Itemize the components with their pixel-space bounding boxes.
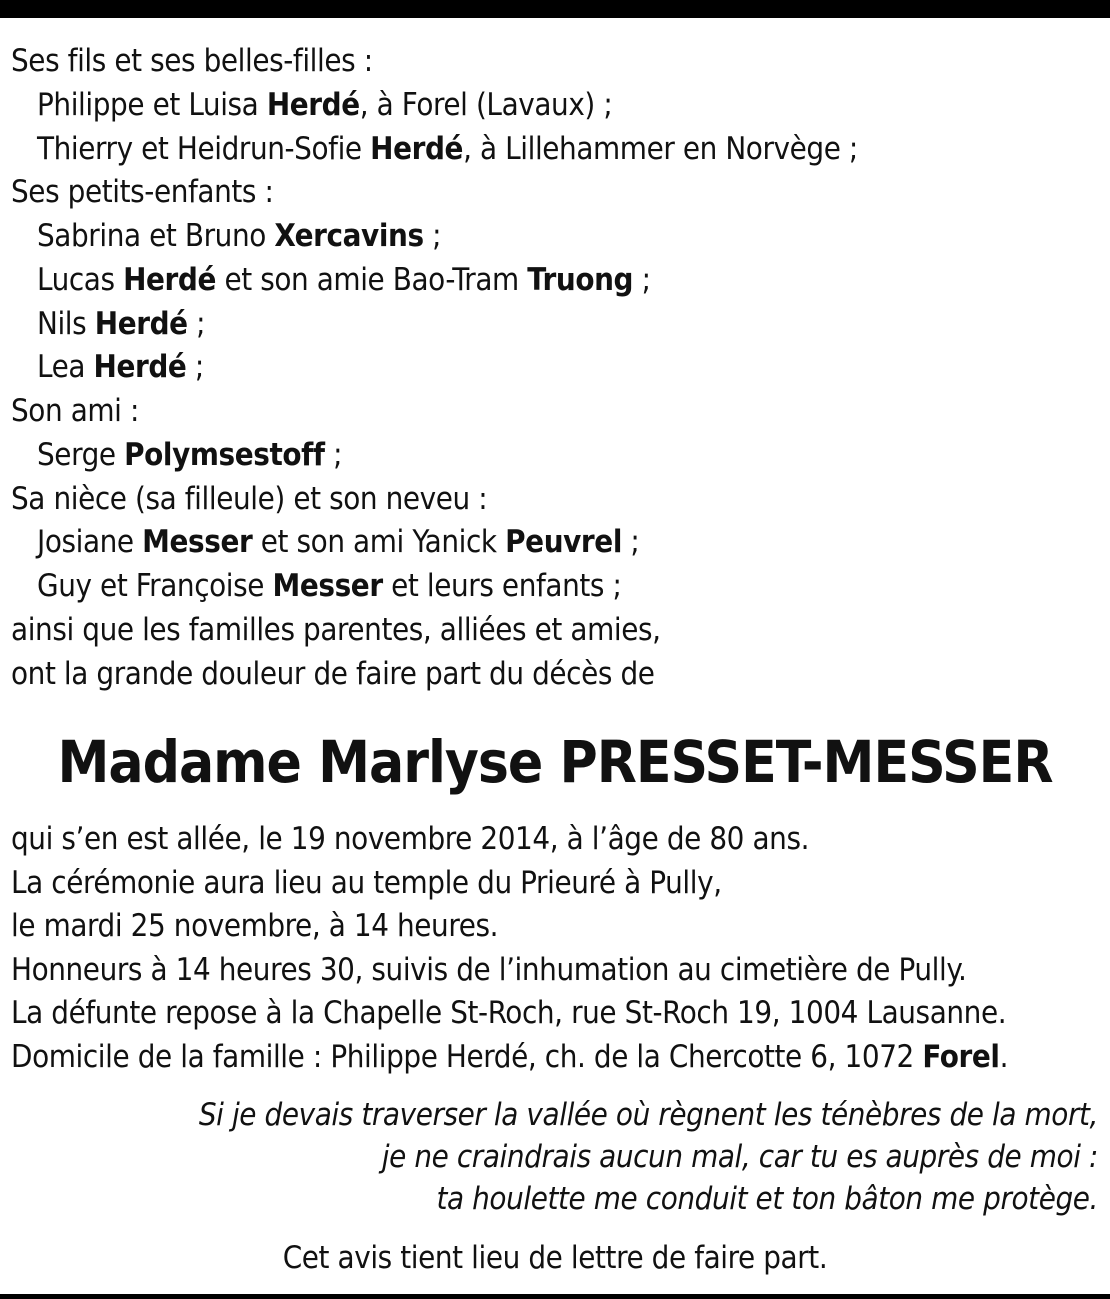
niece-nephew-heading: Sa nièce (sa filleule) et son neveu : (11, 480, 488, 517)
deceased-name: Madame Marlyse PRESSET-MESSER (57, 728, 1053, 796)
son-entry-2: Thierry et Heidrun-Sofie Herdé, à Lillehammer en Norvège ; (37, 130, 858, 167)
details-line-6: Domicile de la famille : Philippe Herdé, ch. de la Chercotte 6, 1072 Forel. (11, 1038, 1009, 1075)
quote-line-2: je ne craindrais aucun mal, car tu es auprès de moi : (381, 1139, 1098, 1175)
sons-heading: Ses fils et ses belles-filles : (11, 43, 373, 79)
details-line-1: qui s’en est allée, le 19 novembre 2014, à l’âge de 80 ans. (11, 821, 810, 857)
top-rule (0, 0, 1110, 18)
friend-entry: Serge Polymsestoff ; (37, 436, 343, 473)
quote-line-3: ta houlette me conduit et ton bâton me protège. (436, 1181, 1098, 1217)
details-line-2: La cérémonie aura lieu au temple du Prieuré à Pully, (11, 864, 722, 901)
grandchildren-heading: Ses petits-enfants : (11, 174, 274, 211)
closing-note: Cet avis tient lieu de lettre de faire part. (282, 1240, 828, 1276)
quote-line-1: Si je devais traverser la vallée où règnent les ténèbres de la mort, (198, 1097, 1098, 1133)
families-line: ainsi que les familles parentes, alliées et amies, (11, 611, 661, 648)
ceremony-details (11, 818, 1101, 1080)
details-line-5: La défunte repose à la Chapelle St-Roch, rue St-Roch 19, 1004 Lausanne. (11, 995, 1007, 1032)
son-entry-1: Philippe et Luisa Herdé, à Forel (Lavaux) ; (37, 86, 613, 123)
grandchild-entry-3: Nils Herdé ; (37, 305, 206, 342)
details-line-4: Honneurs à 14 heures 30, suivis de l’inhumation au cimetière de Pully. (11, 951, 967, 988)
announcement-line: ont la grande douleur de faire part du décès de (11, 655, 655, 692)
scripture-quote (0, 1094, 1098, 1220)
grandchild-entry-2: Lucas Herdé et son amie Bao-Tram Truong ; (37, 261, 651, 298)
nephew-entry: Guy et Françoise Messer et leurs enfants ; (37, 568, 622, 604)
niece-entry: Josiane Messer et son ami Yanick Peuvrel ; (37, 524, 640, 561)
details-line-3: le mardi 25 novembre, à 14 heures. (11, 908, 499, 945)
grandchild-entry-4: Lea Herdé ; (37, 349, 204, 386)
friend-heading: Son ami : (11, 393, 139, 429)
grandchild-entry-1: Sabrina et Bruno Xercavins ; (37, 218, 442, 254)
bottom-rule (0, 1294, 1110, 1299)
family-list (11, 40, 1101, 696)
